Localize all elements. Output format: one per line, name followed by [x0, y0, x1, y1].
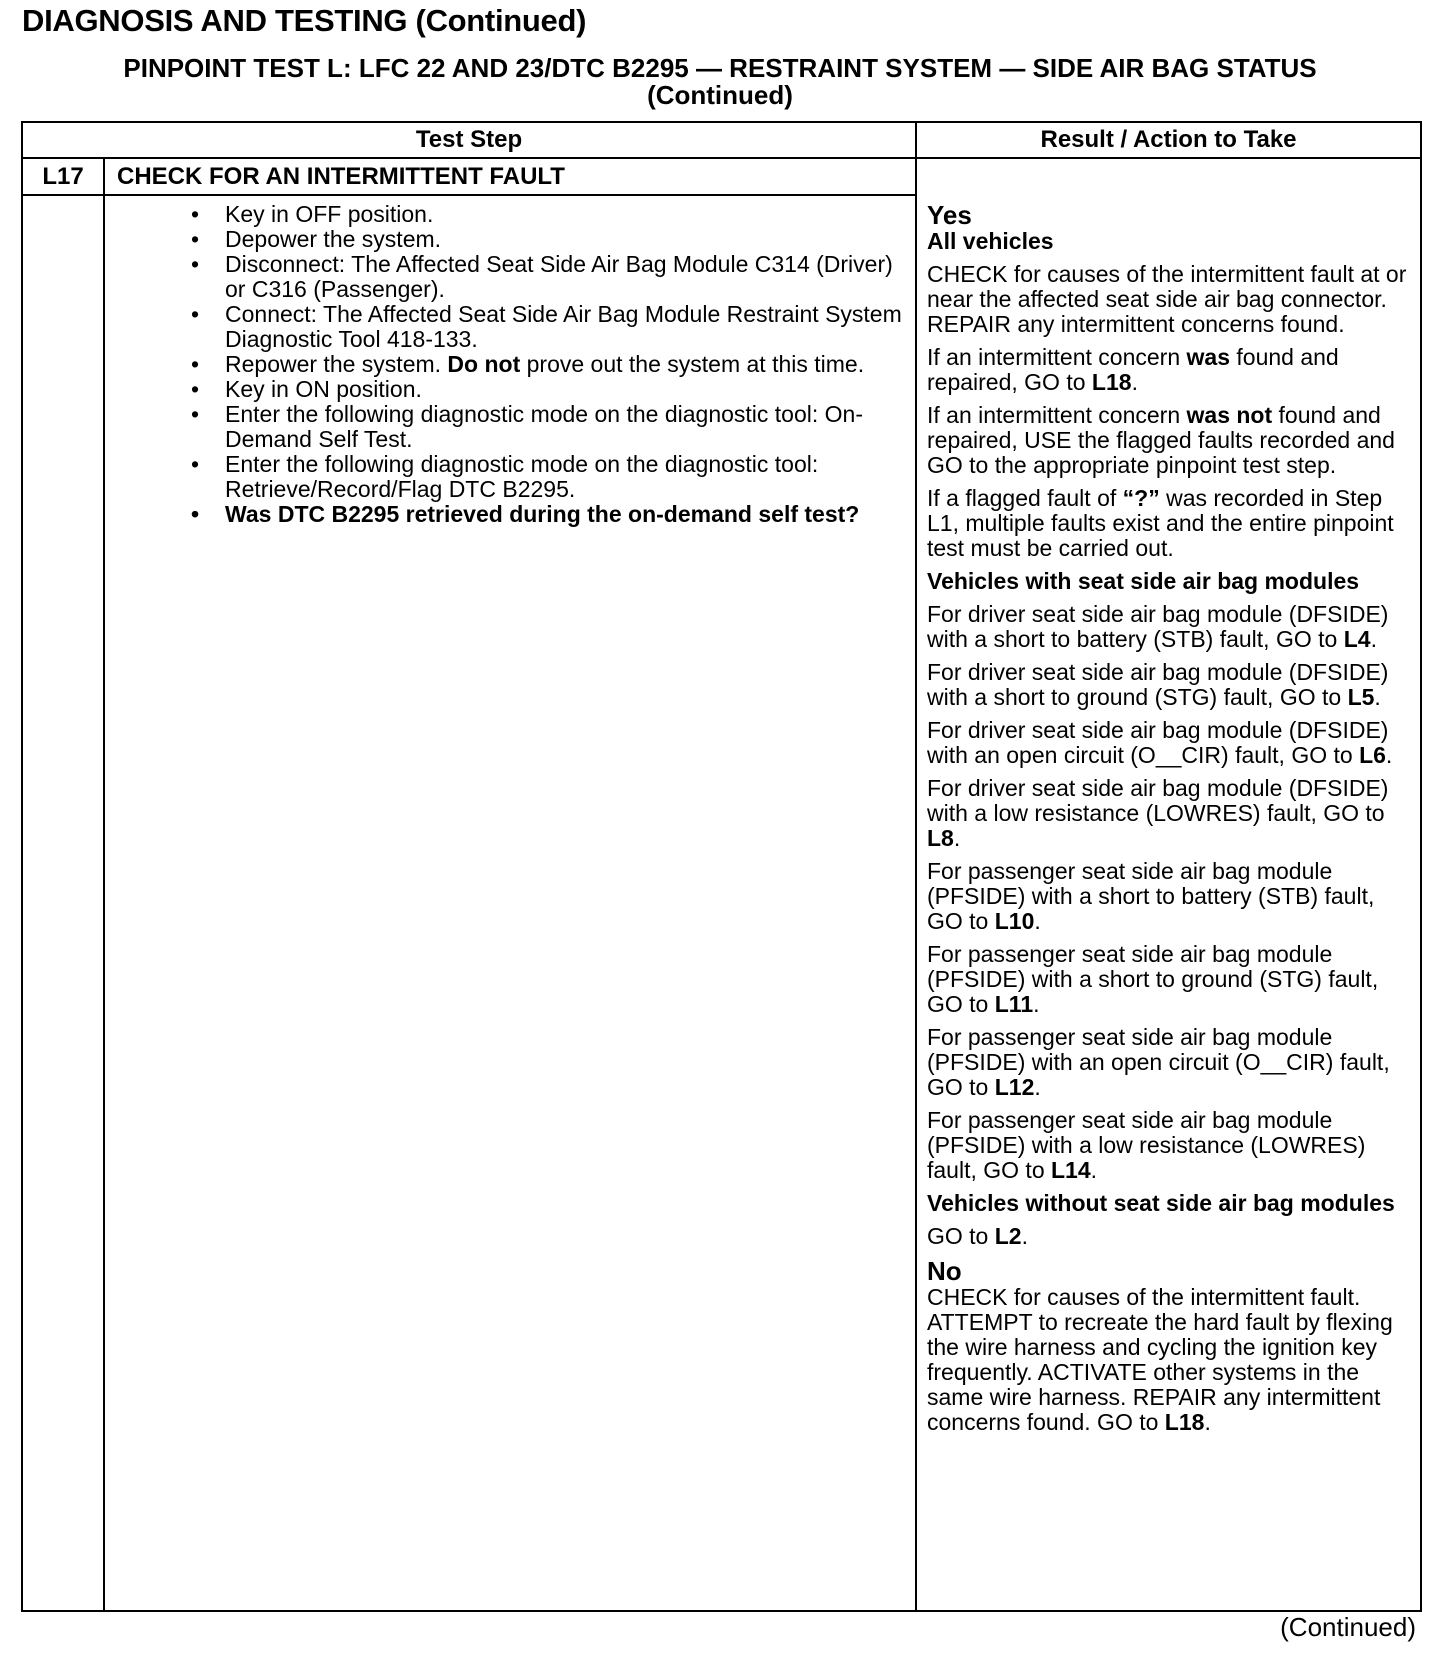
step-instructions-list — [105, 202, 915, 527]
result-yes-heading: Yes — [927, 200, 972, 230]
result-no-text: CHECK for causes of the intermittent fault. ATTEMPT to recreate the hard fault by flexing the wire harness and cycling the ignition key frequently. ACTIVATE other systems in the same wire harness. REPAIR any intermittent concerns found. GO to L18. — [927, 1284, 1393, 1435]
result-flagged-fault: If a flagged fault of “?” was recorded in Step L1, multiple faults exist and the entire pinpoint test must be carried out. — [927, 485, 1394, 561]
result-cell — [916, 158, 1421, 1611]
list-item: • Depower the system. — [187, 227, 915, 252]
list-item: • Was DTC B2295 retrieved during the on-demand self test? — [187, 502, 915, 527]
page-title: DIAGNOSIS AND TESTING (Continued) — [22, 3, 587, 38]
result-no-heading: No — [927, 1256, 962, 1286]
go-to-l2: GO to L2. — [927, 1223, 1028, 1249]
fault-pfside-lowres: For passenger seat side air bag module (PFSIDE) with a low resistance (LOWRES) fault, GO to L14. — [927, 1107, 1366, 1183]
col-header-result: Result / Action to Take — [916, 122, 1421, 158]
step-id: L17 — [22, 158, 104, 195]
list-item: • Key in OFF position. — [187, 202, 915, 227]
fault-dfside-lowres: For driver seat side air bag module (DFSIDE) with a low resistance (LOWRES) fault, GO to L8. — [927, 775, 1389, 851]
col-header-test-step: Test Step — [22, 122, 916, 158]
list-item: • Connect: The Affected Seat Side Air Bag Module Restraint System Diagnostic Tool 418-133. — [187, 302, 915, 352]
step-name: CHECK FOR AN INTERMITTENT FAULT — [104, 158, 916, 195]
pinpoint-test-title — [20, 55, 1420, 109]
result-was-not-found: If an intermittent concern was not found and repaired, USE the flagged faults recorded and GO to the appropriate pinpoint test step. — [927, 402, 1395, 478]
continued-footer: (Continued) — [1280, 1612, 1416, 1642]
step-instructions-cell — [104, 195, 916, 1611]
with-modules-heading: Vehicles with seat side air bag modules — [927, 568, 1360, 594]
list-item: • Enter the following diagnostic mode on the diagnostic tool: On-Demand Self Test. — [187, 402, 915, 452]
list-item: • Repower the system. Do not prove out the system at this time. — [187, 352, 915, 377]
list-item: • Enter the following diagnostic mode on the diagnostic tool: Retrieve/Record/Flag DTC B2295. — [187, 452, 915, 502]
fault-dfside-ocir: For driver seat side air bag module (DFSIDE) with an open circuit (O__CIR) fault, GO to L6. — [927, 717, 1393, 768]
fault-dfside-stg: For driver seat side air bag module (DFSIDE) with a short to ground (STG) fault, GO to L5. — [927, 659, 1389, 710]
fault-pfside-ocir: For passenger seat side air bag module (PFSIDE) with an open circuit (O__CIR) fault, GO to L12. — [927, 1024, 1390, 1100]
all-vehicles-heading: All vehicles — [927, 228, 1054, 254]
step-id-blank — [22, 195, 104, 1611]
table-header-row — [22, 122, 1421, 158]
pinpoint-test-table — [21, 121, 1422, 1612]
fault-pfside-stg: For passenger seat side air bag module (PFSIDE) with a short to ground (STG) fault, GO to L11. — [927, 941, 1379, 1017]
list-item: • Key in ON position. — [187, 377, 915, 402]
result-was-found: If an intermittent concern was found and repaired, GO to L18. — [927, 344, 1339, 395]
test-title-line2: (Continued) — [647, 80, 793, 110]
test-title-line1: PINPOINT TEST L: LFC 22 AND 23/DTC B2295 — RESTRAINT SYSTEM — SIDE AIR BAG STATUS — [123, 53, 1317, 83]
result-check-text: CHECK for causes of the intermittent fault at or near the affected seat side air bag connector. REPAIR any intermittent concerns found. — [927, 261, 1407, 337]
fault-pfside-stb: For passenger seat side air bag module (PFSIDE) with a short to battery (STB) fault, GO to L10. — [927, 858, 1375, 934]
step-title-row — [22, 158, 1421, 195]
without-modules-heading: Vehicles without seat side air bag modules — [927, 1190, 1395, 1216]
fault-dfside-stb: For driver seat side air bag module (DFSIDE) with a short to battery (STB) fault, GO to L4. — [927, 601, 1389, 652]
list-item: • Disconnect: The Affected Seat Side Air Bag Module C314 (Driver) or C316 (Passenger). — [187, 252, 915, 302]
